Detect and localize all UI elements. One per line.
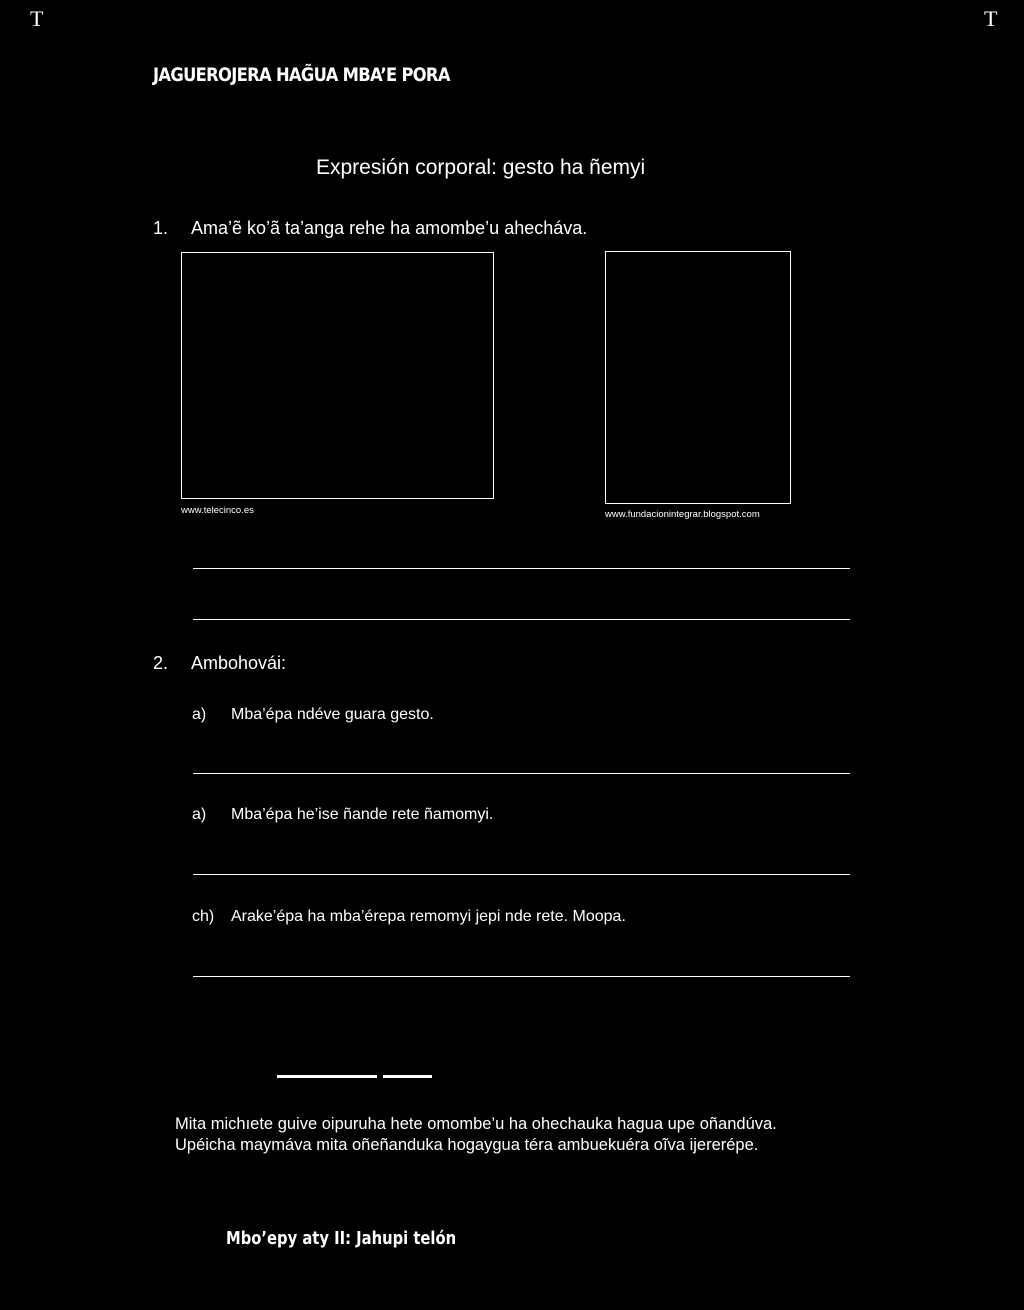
header-title: JAGUEROJERA HAG̃UA MBA’E PORA [153, 64, 450, 86]
answer-line-2[interactable] [193, 619, 850, 620]
item-label: a) [192, 706, 207, 723]
item-label: a) [192, 806, 207, 823]
question-2-item-a [192, 706, 852, 728]
image-caption-1: www.telecinco.es [181, 505, 254, 516]
item-label: ch) [192, 908, 215, 925]
answer-line-5[interactable] [193, 976, 850, 977]
image-frame-1 [181, 252, 494, 499]
question-2-text: Ambohovái: [191, 653, 287, 673]
question-2-item-ch [192, 908, 852, 930]
item-text: Mba’épa ndéve guara gesto. [231, 706, 434, 723]
answer-line-3[interactable] [193, 773, 850, 774]
note-box [175, 1114, 777, 1156]
image-caption-2: www.fundacionintegrar.blogspot.com [605, 509, 760, 520]
answer-line-1[interactable] [193, 568, 850, 569]
corner-mark-right: T [984, 6, 998, 31]
footer-title: Mbo’epy aty II: Jahupi telón [226, 1228, 457, 1249]
note-line-2: Upéicha maymáva mita oñeñanduka hogaygua téra ambuekuéra oĩva ijererépe. [175, 1136, 759, 1154]
item-text: Mba’épa he’ise ñande rete ñamomyi. [231, 806, 494, 823]
decorative-rule [277, 1075, 432, 1079]
question-1-text: Ama’ẽ ko’ã ta’anga rehe ha amombe’u ahecháva. [191, 218, 588, 238]
corner-mark-left: T [30, 6, 44, 31]
note-line-1: Mita michıete guive oipuruha hete omombe’u ha ohechauka hagua upe oñandúva. [175, 1115, 777, 1133]
answer-line-4[interactable] [193, 874, 850, 875]
item-text: Arake’épa ha mba’érepa remomyi jepi nde rete. Moopa. [231, 908, 626, 925]
image-frame-2 [605, 251, 791, 504]
question-1-number: 1. [153, 218, 169, 238]
question-1 [153, 218, 853, 242]
question-2-number: 2. [153, 653, 169, 673]
question-2 [153, 653, 853, 677]
question-2-item-b [192, 806, 852, 828]
page-title: Expresión corporal: gesto ha ñemyi [316, 156, 646, 179]
